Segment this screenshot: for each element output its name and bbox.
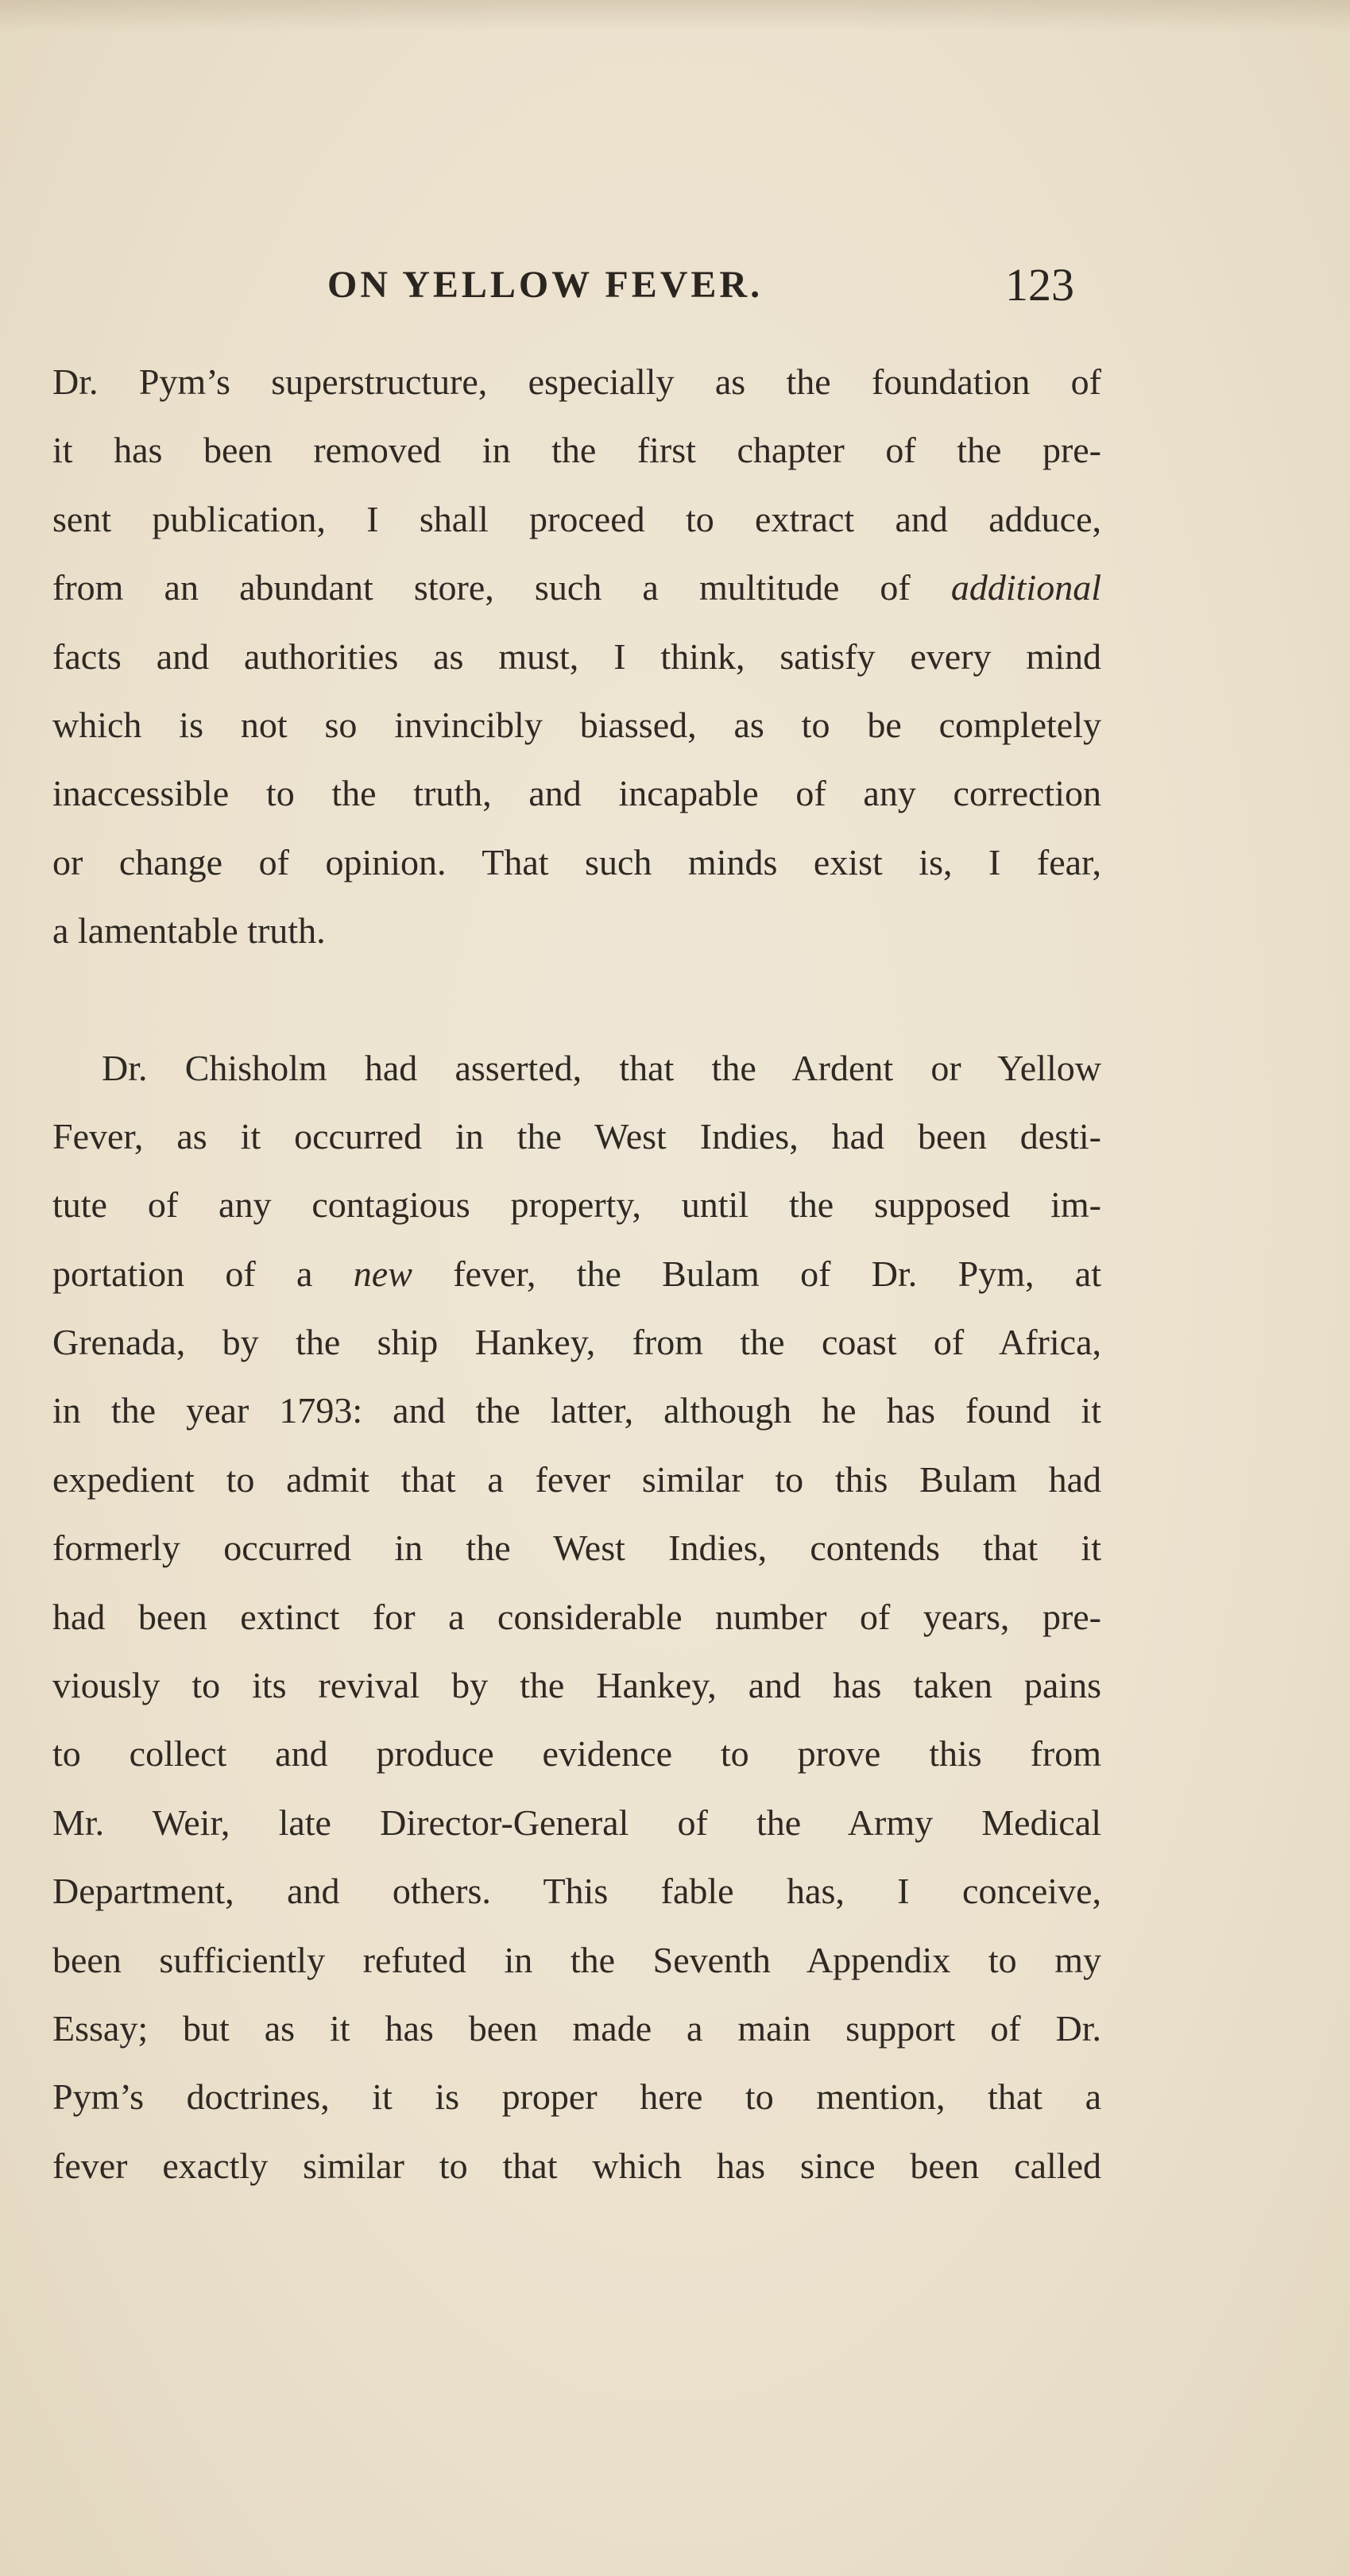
text-line: had been extinct for a considerable number of years, pre-	[52, 1596, 1101, 1637]
text-line: to collect and produce evidence to prove this from	[52, 1733, 1101, 1775]
text-line: facts and authorities as must, I think, satisfy every mind	[52, 635, 1101, 677]
text-line: sent publication, I shall proceed to extract and adduce,	[52, 498, 1101, 539]
text-line: inaccessible to the truth, and incapable of any correction	[52, 773, 1101, 814]
text-line: viously to its revival by the Hankey, and has taken pains	[52, 1665, 1101, 1706]
text-line: formerly occurred in the West Indies, contends that it	[52, 1527, 1101, 1569]
paragraph-2	[52, 1034, 1101, 1103]
text-line: fever exactly similar to that which has since been called	[52, 2145, 1101, 2186]
text-run: from an abundant store, such a multitude of	[52, 567, 951, 608]
text-line: it has been removed in the first chapter of the pre-	[52, 430, 1101, 471]
text-line: expedient to admit that a fever similar to this Bulam had	[52, 1458, 1101, 1500]
text-line: Grenada, by the ship Hankey, from the coast of Africa,	[52, 1322, 1101, 1363]
paragraph-2-body	[52, 1103, 1101, 2200]
text-line: Essay; but as it has been made a main support of Dr.	[52, 2007, 1101, 2049]
text-line: Department, and others. This fable has, I conceive,	[52, 1871, 1101, 1912]
paragraph-gap	[52, 966, 1101, 1034]
italic-word: additional	[950, 567, 1101, 608]
page-number: 123	[1005, 259, 1074, 311]
text-line: Pym’s doctrines, it is proper here to mention, that a	[52, 2076, 1101, 2118]
body-text	[52, 348, 1101, 2200]
text-line: which is not so invincibly biassed, as to be completely	[52, 704, 1101, 745]
text-line: Fever, as it occurred in the West Indies, had been desti-	[52, 1115, 1101, 1157]
text-line: Mr. Weir, late Director-General of the Army Medical	[52, 1802, 1101, 1843]
paragraph-1	[52, 348, 1101, 966]
text-line: a lamentable truth.	[52, 910, 326, 952]
text-run: fever, the Bulam of Dr. Pym, at	[412, 1253, 1101, 1294]
page-header	[0, 258, 1350, 322]
text-line	[52, 1240, 1101, 1308]
text-line: tute of any contagious property, until the supposed im-	[52, 1184, 1101, 1226]
text-line: Dr. Pym’s superstructure, especially as the foundation of	[52, 361, 1101, 402]
text-run: portation of a	[52, 1253, 354, 1294]
italic-word: new	[353, 1253, 412, 1294]
text-line: Dr. Chisholm had asserted, that the Ardent or Yellow	[102, 1047, 1101, 1088]
text-line: in the year 1793: and the latter, although he has found it	[52, 1390, 1101, 1431]
page-edge-shadow	[0, 0, 1350, 32]
text-line	[52, 554, 1101, 622]
text-line: been sufficiently refuted in the Seventh Appendix to my	[52, 1939, 1101, 1980]
text-line: or change of opinion. That such minds exist is, I fear,	[52, 841, 1101, 882]
running-head: ON YELLOW FEVER.	[327, 264, 764, 306]
